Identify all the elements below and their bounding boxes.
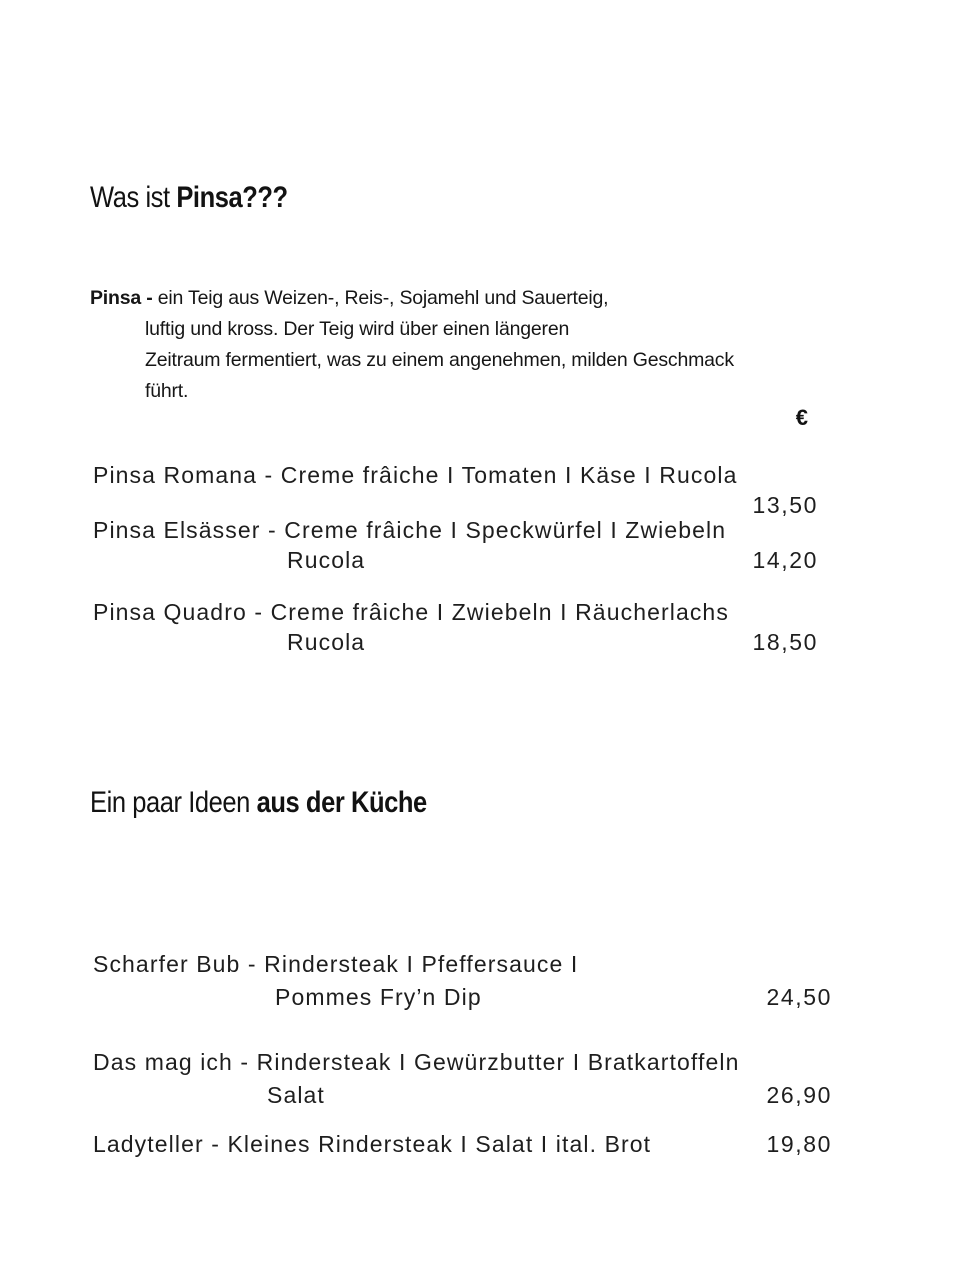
menu-item-text: Pinsa Romana - Creme frâiche I Tomaten I Käse I Rucola	[93, 462, 738, 488]
menu-item-line1	[93, 460, 818, 490]
menu-item-pinsa-elsaesser	[93, 515, 818, 575]
menu-item-text-continuation: Pommes Fry’n Dip	[275, 984, 482, 1010]
heading-kueche-regular: Ein paar Ideen	[90, 786, 257, 819]
menu-item-line1	[93, 515, 818, 545]
menu-item-text: Pinsa Elsässer - Creme frâiche I Speckwürfel I Zwiebeln	[93, 517, 727, 543]
pinsa-description	[90, 283, 734, 407]
menu-item-price: 13,50	[752, 492, 818, 518]
menu-item-line2	[93, 981, 832, 1014]
heading-pinsa-bold: Pinsa???	[176, 181, 288, 214]
menu-item-pinsa-quadro	[93, 597, 818, 657]
menu-item-price: 19,80	[766, 1131, 832, 1157]
menu-item-text: Pinsa Quadro - Creme frâiche I Zwiebeln I Räucherlachs	[93, 599, 729, 625]
menu-item-text-continuation: Rucola	[287, 629, 366, 655]
menu-item-text-continuation: Rucola	[287, 547, 366, 573]
menu-item-pinsa-romana	[93, 460, 818, 520]
section-heading-kueche	[90, 786, 427, 820]
description-line-1	[90, 283, 734, 314]
menu-item-line1	[93, 1128, 832, 1161]
heading-pinsa-regular: Was ist	[90, 181, 177, 214]
menu-item-das-mag-ich	[93, 1046, 832, 1112]
currency-symbol: €	[795, 405, 808, 430]
menu-item-ladyteller	[93, 1128, 832, 1161]
menu-item-text: Das mag ich - Rindersteak I Gewürzbutter I Bratkartoffeln	[93, 1049, 740, 1075]
menu-item-line1	[93, 1046, 832, 1079]
menu-item-price: 24,50	[766, 984, 832, 1010]
description-line-4: führt.	[145, 380, 189, 402]
menu-item-line2	[93, 1079, 832, 1112]
description-line-1-text: ein Teig aus Weizen-, Reis-, Sojamehl und Sauerteig,	[157, 287, 609, 309]
menu-item-scharfer-bub	[93, 948, 832, 1014]
menu-item-price: 26,90	[766, 1082, 832, 1108]
menu-item-text-continuation: Salat	[267, 1082, 325, 1108]
menu-item-text: Ladyteller - Kleines Rindersteak I Salat I ital. Brot	[93, 1131, 652, 1157]
description-line-2: luftig und kross. Der Teig wird über einen längeren	[145, 318, 570, 340]
menu-item-line1	[93, 948, 832, 981]
description-lead: Pinsa -	[90, 287, 158, 309]
menu-item-line2	[93, 545, 818, 575]
menu-item-price: 14,20	[752, 547, 818, 573]
section-heading-pinsa	[90, 181, 288, 215]
menu-item-line2	[93, 627, 818, 657]
description-line-3: Zeitraum fermentiert, was zu einem angenehmen, milden Geschmack	[145, 349, 734, 371]
menu-item-price: 18,50	[752, 629, 818, 655]
heading-kueche-bold: aus der Küche	[256, 786, 427, 819]
menu-item-text: Scharfer Bub - Rindersteak I Pfeffersauce I	[93, 951, 579, 977]
menu-item-line1	[93, 597, 818, 627]
